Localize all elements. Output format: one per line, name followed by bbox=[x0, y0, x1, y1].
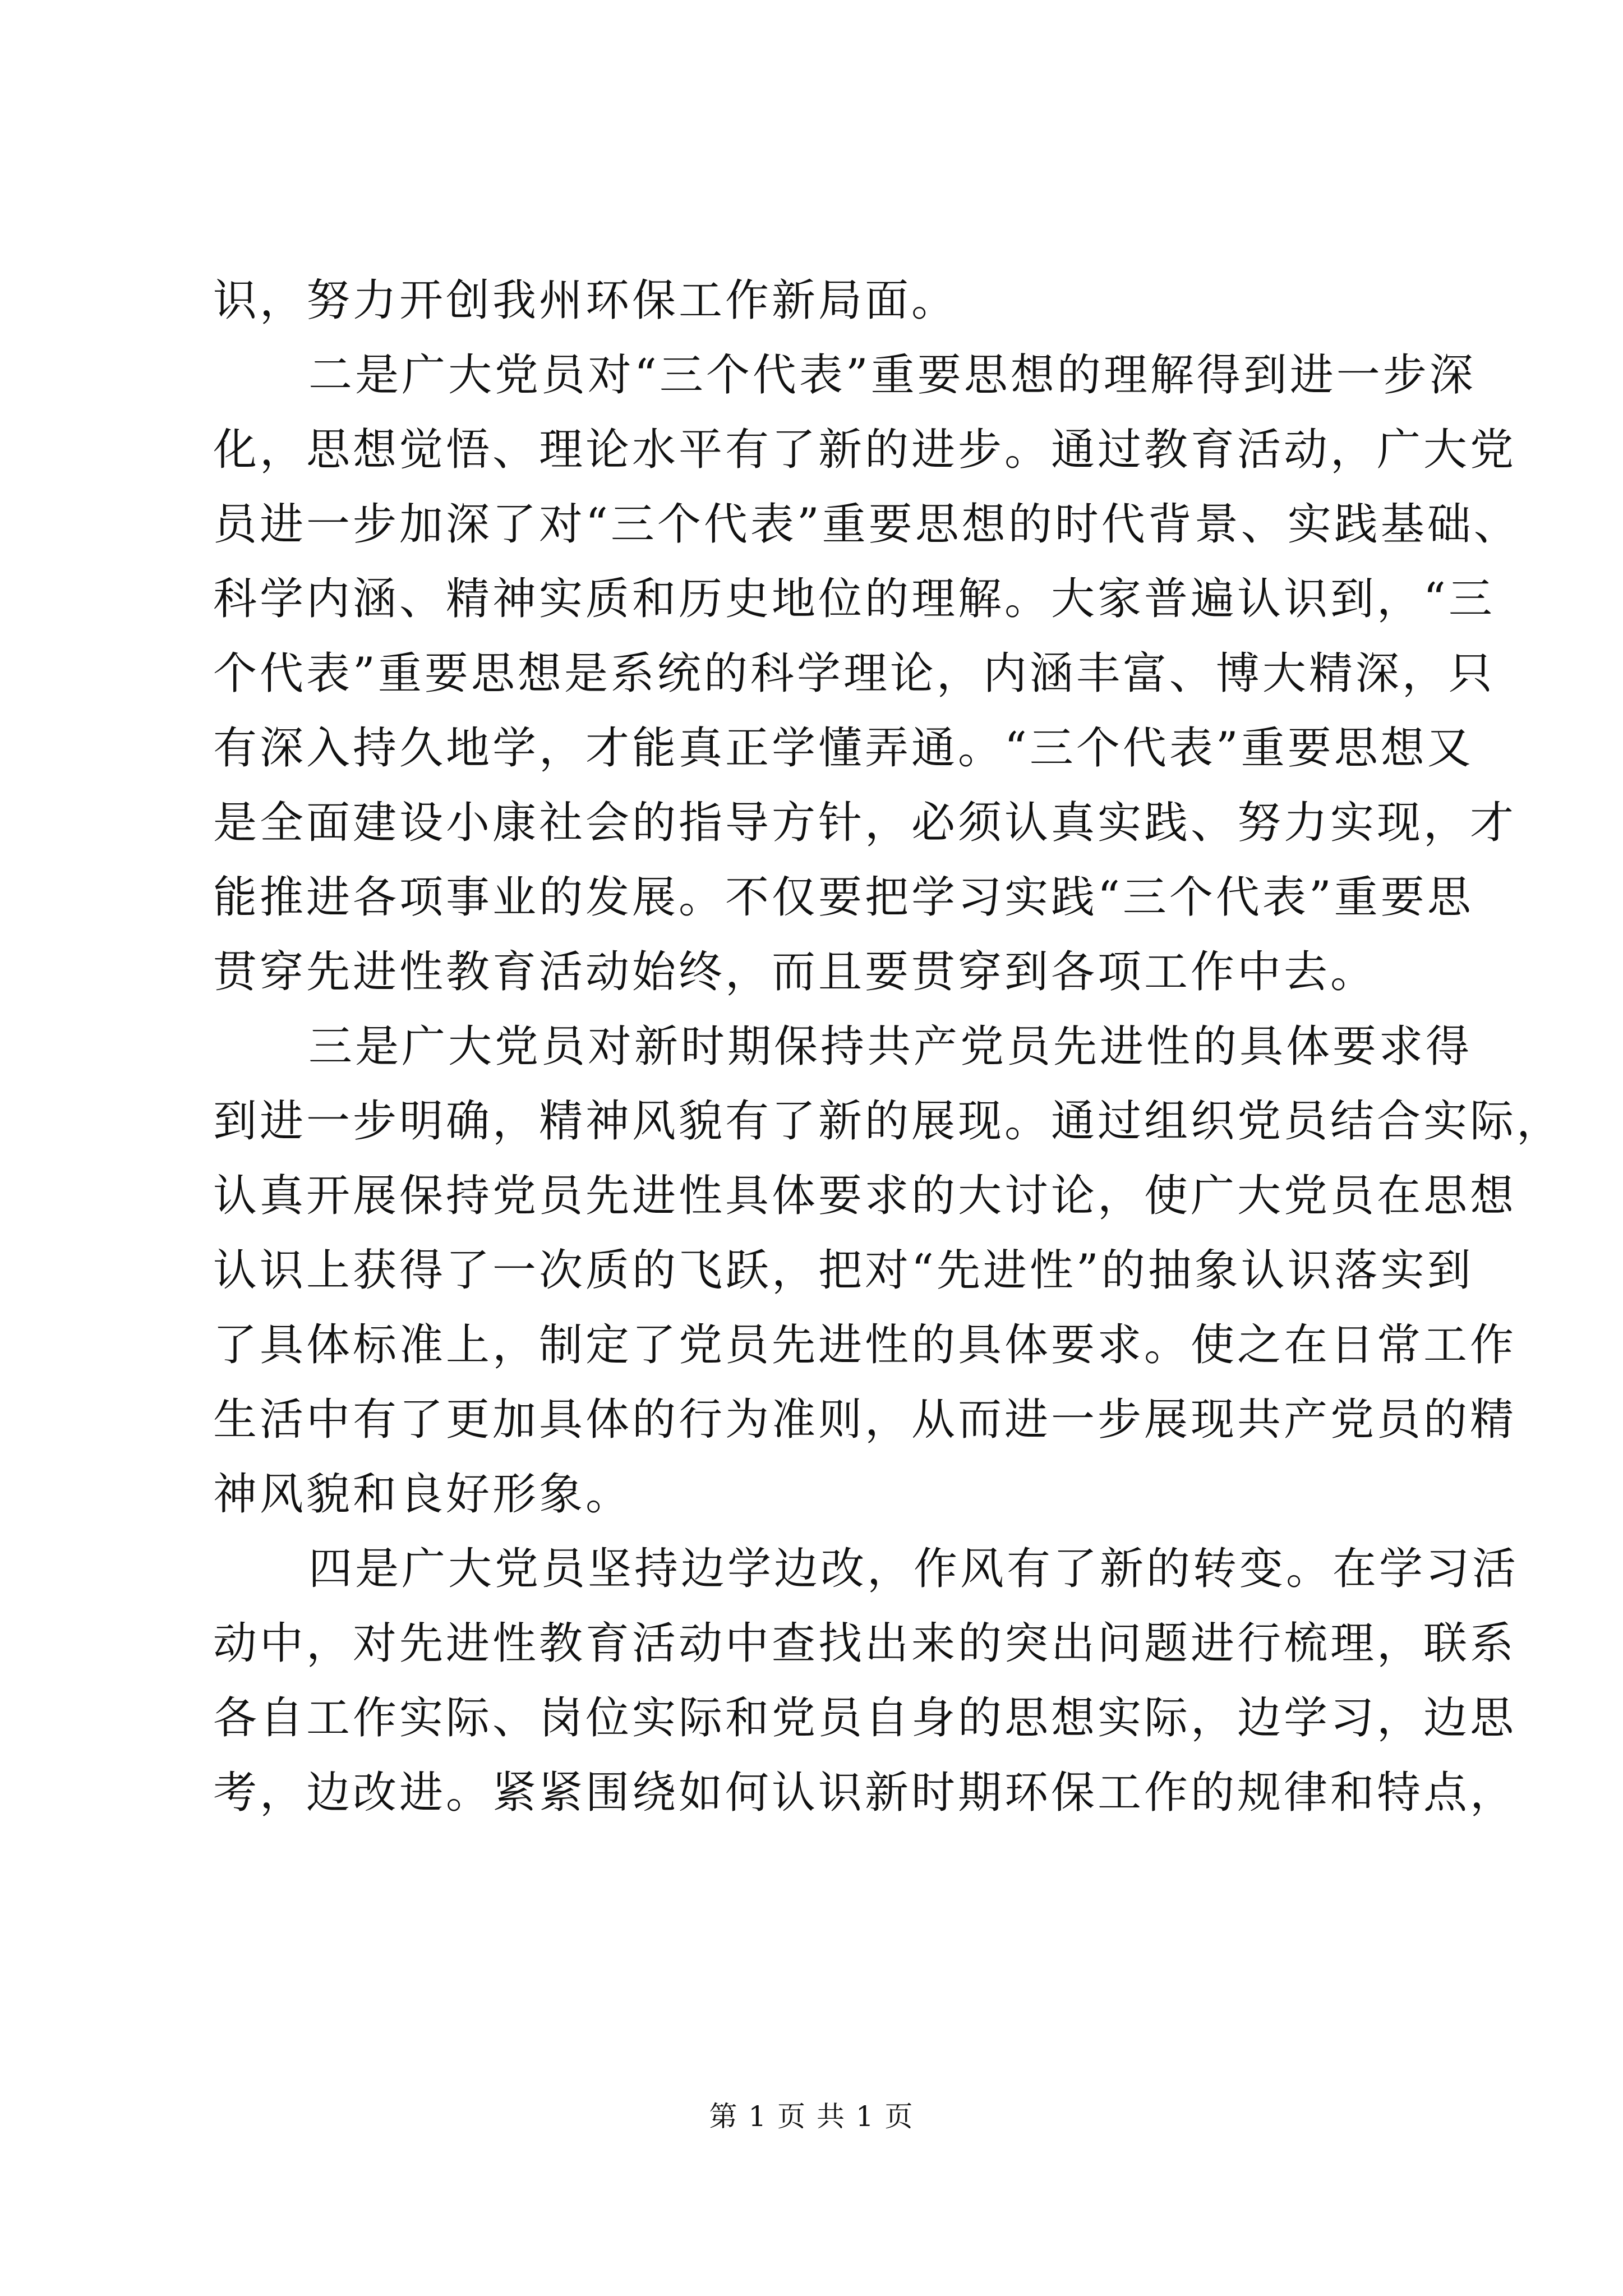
text-line: 是全面建设小康社会的指导方针，必须认真实践、努力实现，才 bbox=[213, 798, 1517, 848]
text-line: 了具体标准上，制定了党员先进性的具体要求。使之在日常工作 bbox=[213, 1320, 1517, 1370]
text-line: 认真开展保持党员先进性具体要求的大讨论，使广大党员在思想 bbox=[213, 1171, 1517, 1221]
page-footer: 第 1 页 共 1 页 bbox=[709, 2100, 914, 2133]
text-line: 识，努力开创我州环保工作新局面。 bbox=[213, 275, 958, 326]
document-body bbox=[213, 264, 1564, 1830]
text-line: 认识上获得了一次质的飞跃，把对“先进性”的抽象认识落实到 bbox=[213, 1245, 1474, 1296]
text-line: 二是广大党员对“三个代表”重要思想的理解得到进一步深 bbox=[308, 350, 1476, 401]
text-line: 各自工作实际、岗位实际和党员自身的思想实际，边学习，边思 bbox=[213, 1693, 1517, 1743]
text-line: 有深入持久地学，才能真正学懂弄通。“三个代表”重要思想又 bbox=[213, 723, 1474, 774]
text-line: 生活中有了更加具体的行为准则，从而进一步展现共产党员的精 bbox=[213, 1395, 1517, 1445]
text-line: 四是广大党员坚持边学边改，作风有了新的转变。在学习活 bbox=[308, 1544, 1519, 1594]
text-line: 神风貌和良好形象。 bbox=[213, 1469, 633, 1520]
text-line: 科学内涵、精神实质和历史地位的理解。大家普遍认识到，“三 bbox=[213, 574, 1495, 624]
text-line: 动中，对先进性教育活动中查找出来的突出问题进行梳理，联系 bbox=[213, 1618, 1517, 1669]
text-line: 能推进各项事业的发展。不仅要把学习实践“三个代表”重要思 bbox=[213, 872, 1474, 923]
text-line: 个代表”重要思想是系统的科学理论，内涵丰富、博大精深，只 bbox=[213, 648, 1495, 699]
text-line: 考，边改进。紧紧围绕如何认识新时期环保工作的规律和特点， bbox=[213, 1768, 1517, 1818]
text-line: 到进一步明确，精神风貌有了新的展现。通过组织党员结合实际， bbox=[213, 1096, 1564, 1147]
text-line: 化，思想觉悟、理论水平有了新的进步。通过教育活动，广大党 bbox=[213, 425, 1517, 475]
text-line: 员进一步加深了对“三个代表”重要思想的时代背景、实践基础、 bbox=[213, 499, 1520, 550]
text-line: 贯穿先进性教育活动始终，而且要贯穿到各项工作中去。 bbox=[213, 947, 1377, 997]
text-line: 三是广大党员对新时期保持共产党员先进性的具体要求得 bbox=[308, 1022, 1473, 1072]
